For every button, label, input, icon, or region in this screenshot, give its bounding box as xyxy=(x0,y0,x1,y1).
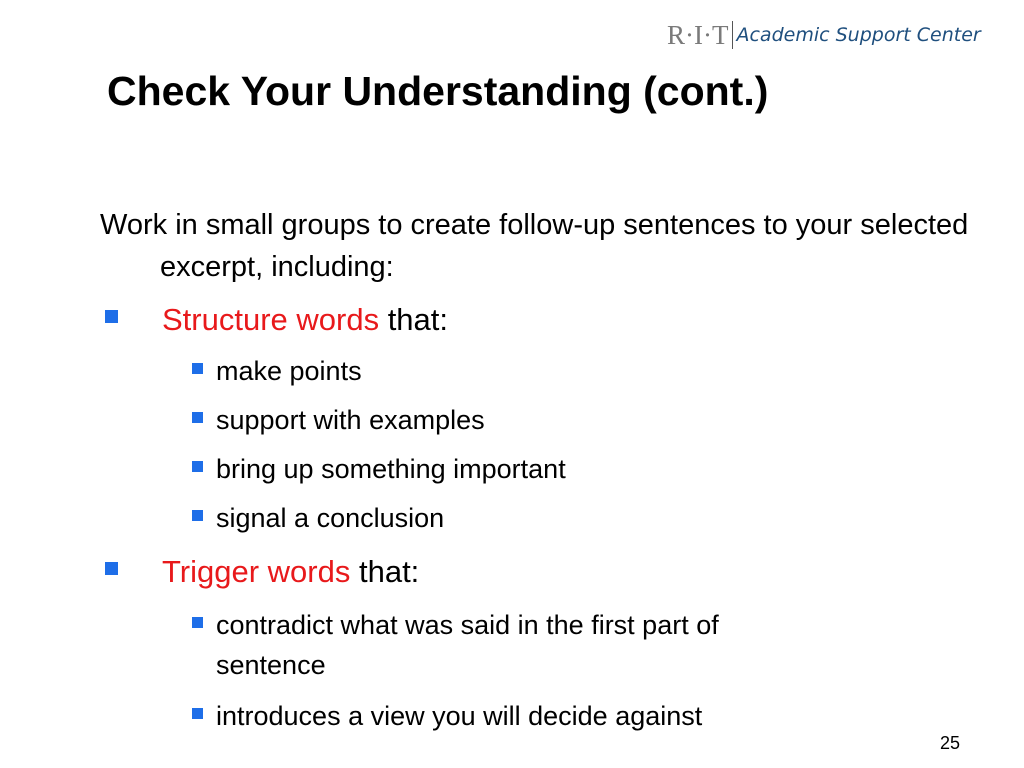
logo-divider xyxy=(732,21,733,49)
rit-academic-support-logo xyxy=(667,18,981,52)
bullet-rest: that: xyxy=(379,302,449,337)
sub-item xyxy=(192,400,485,440)
page-number: 25 xyxy=(940,733,961,753)
bullet-highlight: Trigger words xyxy=(162,554,351,589)
slide-title: Check Your Understanding (cont.) xyxy=(107,68,769,114)
logo-rit-text: R·I·T xyxy=(667,19,729,50)
square-bullet-icon xyxy=(192,412,203,423)
square-bullet-icon xyxy=(105,310,118,323)
sub-item-text: signal a conclusion xyxy=(216,503,445,533)
sub-item-text: support with examples xyxy=(216,405,485,435)
square-bullet-icon xyxy=(192,510,203,521)
sub-item-text: introduces a view you will decide against xyxy=(216,701,703,731)
logo-center-text: Academic Support Center xyxy=(736,24,981,46)
bullet-text xyxy=(162,554,419,590)
sub-item xyxy=(192,696,702,736)
sub-item-text: make points xyxy=(216,356,362,386)
bullet-highlight: Structure words xyxy=(162,302,380,337)
sub-item xyxy=(192,498,444,538)
square-bullet-icon xyxy=(192,708,203,719)
square-bullet-icon xyxy=(105,562,118,575)
bullet-text xyxy=(162,302,448,338)
square-bullet-icon xyxy=(192,363,203,374)
square-bullet-icon xyxy=(192,461,203,472)
sub-item xyxy=(192,449,566,489)
sub-item-text: contradict what was said in the first part of xyxy=(216,610,719,640)
square-bullet-icon xyxy=(192,617,203,628)
sub-item xyxy=(192,351,362,391)
sub-item xyxy=(192,605,719,685)
bullet-rest: that: xyxy=(350,554,420,589)
sub-item-text-continuation: sentence xyxy=(216,650,326,680)
sub-item-text: bring up something important xyxy=(216,454,566,484)
intro-text: Work in small groups to create follow-up sentences to your selected excerpt, including: xyxy=(100,209,969,283)
